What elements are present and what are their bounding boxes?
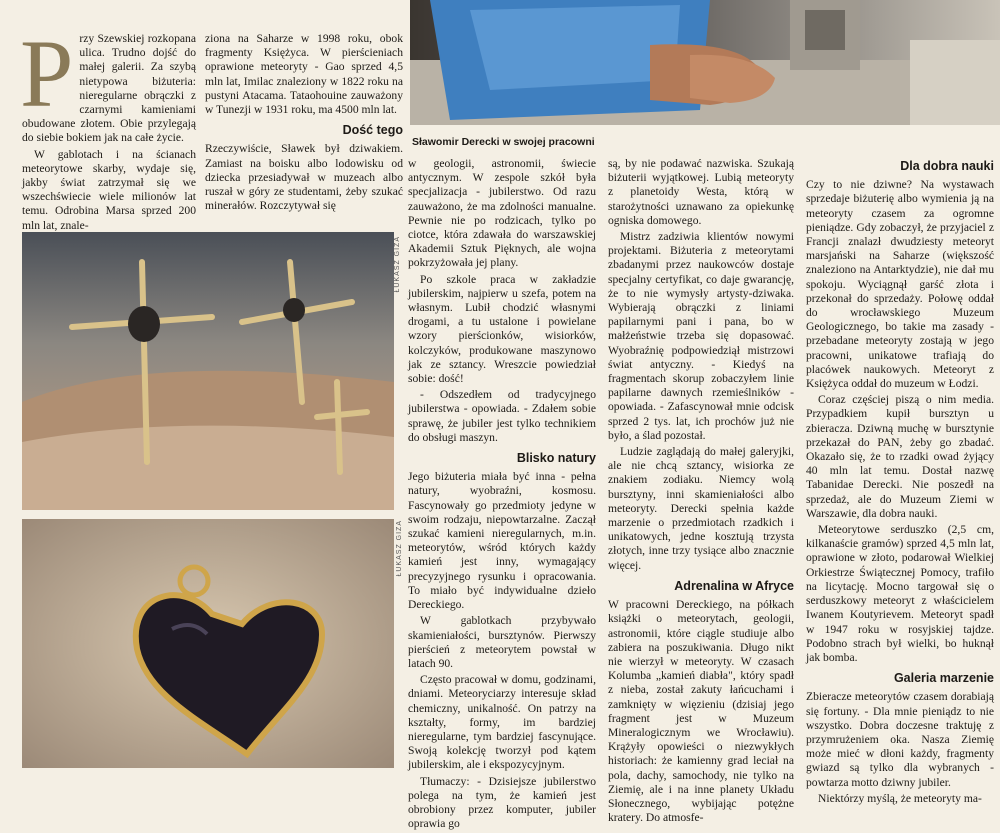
paragraph: W gablotkach przybywało skamieniałości, bursztynów. Pierwszy pierścień z meteorytem powstał w latach 90. xyxy=(408,614,596,670)
section-heading-galeria-marzenie: Galeria marzenie xyxy=(893,671,994,686)
paragraph: Niektórzy myślą, że meteoryty ma- xyxy=(818,791,982,805)
paragraph: Mistrz zadziwia klientów nowymi projektami. Biżuteria z meteorytami zbadanymi przez naukowców dostaje specjalny certyfikat, co daje gwarancję, że to nie wymysły artysty-dziwaka. Wybierają obrączki z liniami papilarnymi pani i pana, bo w małżeństwie trzeba się dopasować. Wyobraźnię podpowiedziął mistrzowi świat antyczny. - Kiedyś na fragmentach skorup zobaczyłem linie papilarne dawnych rzemieślników - opowiada. - Zafascynował mnie odcisk sprzed 2 tys. lat, ich prochów już nie było, a ślad pozostał. xyxy=(608,230,794,442)
article-column-5 xyxy=(806,157,994,808)
article-column-1 xyxy=(20,20,196,235)
section-heading-dla-dobra-nauki: Dla dobra nauki xyxy=(900,159,994,173)
paragraph: są, by nie podawać nazwiska. Szukają biżuterii wyjątkowej. Lubią meteoryty z planetoidy Westa, którą w starożytności uznawano za opiekunkę ogniska domowego. xyxy=(608,157,794,227)
photo-crosses-image xyxy=(22,232,394,510)
article-column-2 xyxy=(205,32,403,215)
paragraph: Często pracował w domu, godzinami, dniami. Meteoryciarzy interesuje skład chemiczny, unikalność. On patrzy na kształty, formy, im bardziej nieregularne, tym bardziej fascynujące. Swoją kolekcję tworzył pod kątem jubilerskim, ale i ekspozycyjnym. xyxy=(408,673,596,772)
photo-caption: Sławomir Derecki w swojej pracowni xyxy=(412,136,595,148)
paragraph: Ludzie zaglądają do małej galeryjki, ale nie chcą sztancy, wisiorka ze znakiem zodiaku. Niemcy wolą bursztyny, inni skamieniałości albo meteoryty. Derecki spełnia każde marzenie o przedmiotach rzadkich i unikatowych, jedne kosztują trzysta złotych, inne trzy tysiące albo znacznie więcej. xyxy=(608,445,794,572)
paragraph: Rzeczywiście, Sławek był dziwakiem. Zamiast na boisku albo lodowisku od dziecka przesiadywał w muzeach albo ruszał w góry ze studentami, żeby szukać minerałów. Rozczytywał się xyxy=(205,142,403,213)
paragraph: Meteorytowe serduszko (2,5 cm, kilkanaście gramów) sprzed 4,5 mln lat, oprawione w złoto, podarował Wielkiej Orkiestrze Świątecznej Pomocy, trafiło na licytację. Mocno targował się o serduszkowy meteoryt z właścicielem Iwanem Koutyrievem. Meteoryt spadł w 1947 roku w rosyjskiej tajdze. Podobno strach był wielki, bo huknął jak bomba. xyxy=(806,523,994,664)
article-column-3 xyxy=(408,157,596,833)
paragraph: - Odszedłem od tradycyjnego jubilerstwa - opowiada. - Zdałem sobie sprawę, że jubiler jest tylko technikiem do obsługi maszyn. xyxy=(408,388,596,444)
drop-cap: P xyxy=(20,20,74,127)
paragraph: ziona na Saharze w 1998 roku, obok fragmenty Księżyca. W pierścieniach oprawione meteoryty - Gao sprzed 4,5 mln lat, Imilac znaleziony w 1822 roku na pustyni Atacama. Tataohouine zauważony w Tunezji w 1931 roku, ma 4500 mln lat. xyxy=(205,32,403,117)
paragraph: Tłumaczy: - Dzisiejsze jubilerstwo polega na tym, że kamień jest obrobiony przez komputer, jubiler oprawia go xyxy=(408,774,596,831)
photo-credit: ŁUKASZ GIZA xyxy=(394,236,401,293)
article-column-4 xyxy=(608,157,794,827)
photo-workshop xyxy=(410,0,1000,125)
photo-credit: ŁUKASZ GIZA xyxy=(396,520,403,577)
photo-heart-image xyxy=(22,519,394,768)
section-heading-blisko-natury: Blisko natury xyxy=(516,451,596,466)
photo-workshop-image xyxy=(410,0,1000,125)
paragraph: Po szkole praca w zakładzie jubilerskim, najpierw u szefa, potem na własnym. Lubił chodzić własnymi drogami, a tu ustalone i powielane wzory pierścionków, wisiorków, kolczyków, produkowane maszynowo jak ze sztancy. Wreszcie powiedział sobie: dość! xyxy=(408,272,596,386)
section-heading-adrenalina: Adrenalina w Afryce xyxy=(674,578,794,593)
paragraph: w geologii, astronomii, świecie antycznym. W zespole szkół była specjalizacja - jubilerstwo. Od razu zauważono, że ma zdolności manualne. Pewnie nie po rodzicach, tylko po ciotce, która zdawała do warszawskiej Akademii Sztuk Pięknych, ale wojna pokrzyżowała jej plany. xyxy=(408,157,596,270)
paragraph: Czy to nie dziwne? Na wystawach sprzedaje biżuterię albo wymienia ją na meteoryty czasem za ogromne pieniądze. Gdy zobaczył, że przyjaciel z Francji znalazł dwudziesty meteoryt marsjański na Saharze (większość znaleziono na Antarktydzie), nie dał mu spokoju. Wyciągnął garść złota i przekonał do sprzedaży. Połowę oddał do wrocławskiego Muzeum Geologicznego, bo takie ma zasady - przebadane meteoryty zostają w jego pracowni, unikatowe trafiają do placówek naukowych. Meteoryt z Księżyca oddał do muzeum w Łodzi. xyxy=(806,178,994,391)
paragraph: Zbieracze meteorytów czasem dorabiają się fortuny. - Dla mnie pieniądz to nie wszystko. Dobra doczesne traktuję z przymrużeniem oka. Nasza Ziemię może mieć w dłoni każdy, fragmenty gwiazd są tylko dla wybranych - powtarza motto dziwny jubiler. xyxy=(806,690,994,789)
photo-meteorite-crosses xyxy=(22,232,394,510)
paragraph: Jego biżuteria miała być inna - pełna natury, wyobraźni, kosmosu. Fascynowały go przedmioty jedyne w swoim rodzaju, niepowtarzalne. Zaczął szukać kamieni nieregularnych, m.in. meteorytów, wśród których każdy kamień jest inny, wymagający precyzyjnego rysunku i opracowania. To miało być indywidualne dzieło Dereckiego. xyxy=(408,470,596,612)
section-heading-dosc-tego: Dość tego xyxy=(342,123,403,138)
paragraph: Coraz częściej piszą o nim media. Przypadkiem kupił bursztyn u zbieracza. Dziwną muchę w bursztynie przekazał do PAN, żeby go zbadać. Okazało się, że to rzadki owad żyjący 40 mln lat temu. Dostał nazwę Tabanidae Derecki. Nie poszedł na sprzedaż, ale do Muzeum Ziemi w Warszawie, dla dobra nauki. xyxy=(806,393,994,520)
paragraph: W gablotach i na ścianach meteorytowe skarby, wydaje się, jakby świat zatrzymał się we wszechświecie wiele milionów lat temu. Odrobina Marsa sprzed 200 mln lat, znale- xyxy=(22,147,196,232)
intro-paragraph: Przy Szewskiej rozkopana ulica. Trudno dojść do małej galerii. Za szybą nietypowa biżuteria: nieregularne obrączki z czarnymi kamieniami obudowane złotem. Obie przylegają do siebie bokiem jak na całe życie. xyxy=(20,20,196,145)
photo-heart-pendant xyxy=(22,519,394,768)
paragraph: W pracowni Dereckiego, na półkach książki o meteorytach, geologii, astronomii, które ciągle studiuje albo zabiera na poszukiwania. Długo nikt nie wierzył w meteoryty. W czasach Kolumba „kamień diabła", który spadł z nieba, został zakuty łańcuchami i zamknięty w więzieniu (dzisiaj jego fragment jest w Muzeum Mineralogicznym we Wrocławiu). Krążyły opowieści o niezwykłych historiach: że kamienny grad leciał na pola, dachy, samochody, nie tylko na Ziemię, ale i na inne planety Układu Słonecznego, wybijając potężne kratery. Do atmosfe- xyxy=(608,598,794,825)
